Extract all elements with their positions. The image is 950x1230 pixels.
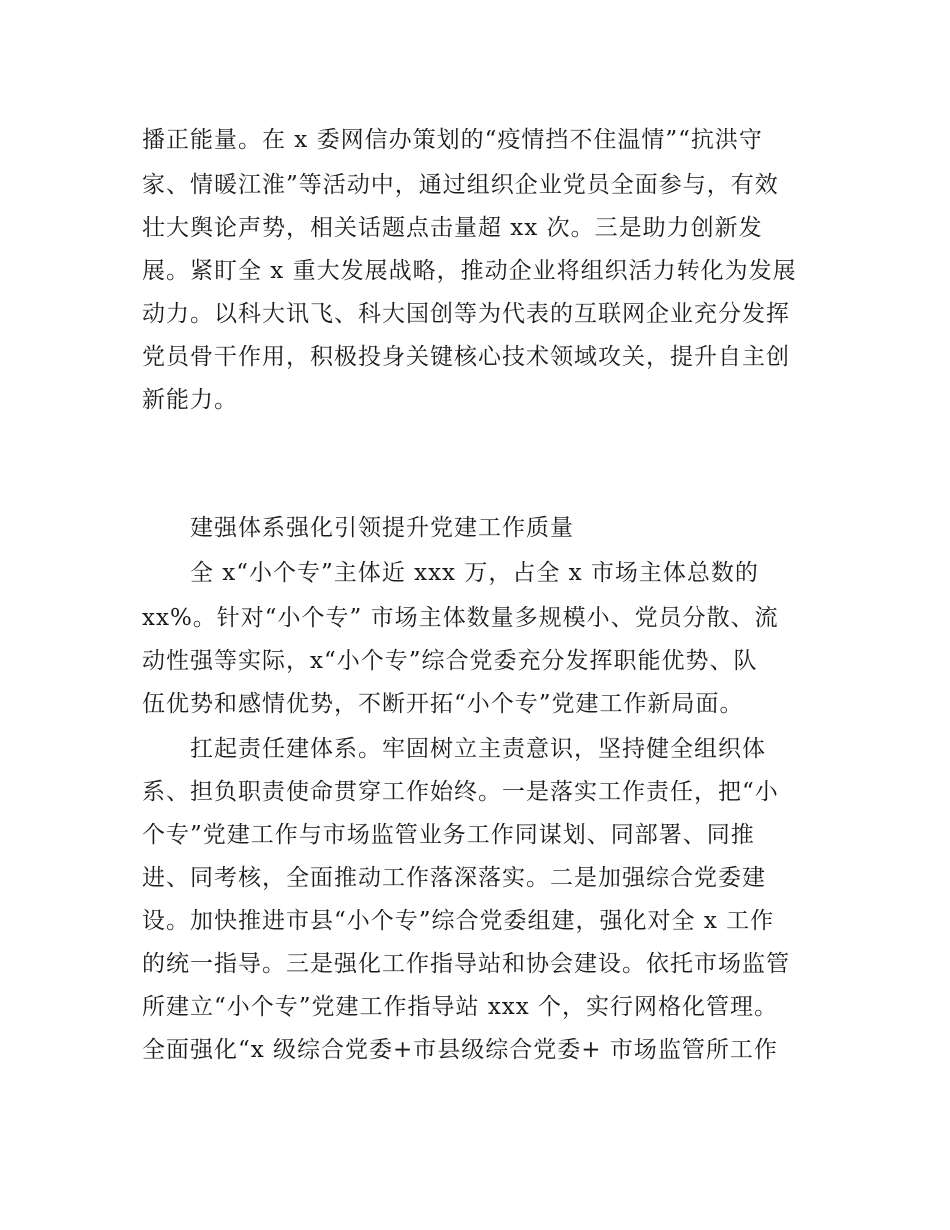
paragraph-line: 设。加快推进市县“小个专”综合党委组建，强化对全 x 工作 bbox=[142, 908, 775, 934]
paragraph-line: 播正能量。在 x 委网信办策划的“疫情挡不住温情”“抗洪守 bbox=[142, 127, 763, 153]
paragraph-line: 全面强化“x 级综合党委+市县级综合党委+ 市场监管所工作 bbox=[142, 1037, 778, 1063]
paragraph-line: 党员骨干作用，积极投身关键核心技术领域攻关，提升自主创 bbox=[142, 344, 790, 370]
paragraph-line: 新能力。 bbox=[142, 387, 238, 413]
paragraph-line: xx%。针对“小个专” 市场主体数量多规模小、党员分散、流 bbox=[142, 605, 779, 631]
paragraph-line: 进、同考核，全面推动工作落深落实。二是加强综合党委建 bbox=[142, 865, 766, 891]
paragraph-line: 动性强等实际，x“小个专”综合党委充分发挥职能优势、队 bbox=[142, 648, 758, 674]
paragraph-line: 展。紧盯全 x 重大发展战略，推动企业将组织活力转化为发展 bbox=[142, 258, 797, 284]
paragraph-line: 壮大舆论声势，相关话题点击量超 xx 次。三是助力创新发 bbox=[142, 215, 763, 241]
paragraph-line: 的统一指导。三是强化工作指导站和协会建设。依托市场监管 bbox=[142, 951, 790, 977]
paragraph-line: 动力。以科大讯飞、科大国创等为代表的互联网企业充分发挥 bbox=[142, 301, 790, 327]
paragraph-line: 所建立“小个专”党建工作指导站 xxx 个，实行网格化管理。 bbox=[142, 994, 779, 1020]
paragraph-line: 个专”党建工作与市场监管业务工作同谋划、同部署、同推 bbox=[142, 822, 755, 848]
paragraph-line: 伍优势和感情优势，不断开拓“小个专”党建工作新局面。 bbox=[142, 691, 744, 717]
paragraph-line: 扛起责任建体系。牢固树立主责意识，坚持健全组织体 bbox=[190, 736, 766, 762]
section-heading: 建强体系强化引领提升党建工作质量 bbox=[190, 515, 574, 541]
paragraph-line: 全 x“小个专”主体近 xxx 万，占全 x 市场主体总数的 bbox=[190, 560, 759, 586]
paragraph-line: 家、情暖江淮”等活动中，通过组织企业党员全面参与，有效 bbox=[142, 172, 779, 198]
paragraph-line: 系、担负职责使命贯穿工作始终。一是落实工作责任，把“小 bbox=[142, 779, 779, 805]
